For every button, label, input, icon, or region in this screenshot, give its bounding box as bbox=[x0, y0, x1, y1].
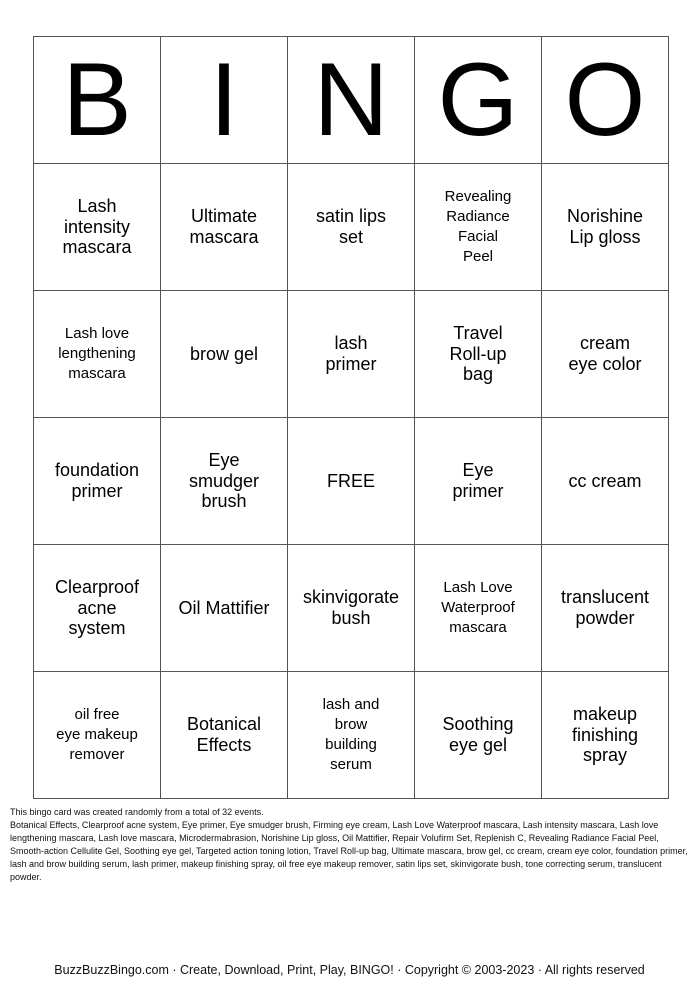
card-description bbox=[10, 806, 692, 884]
bingo-row bbox=[34, 164, 669, 291]
bingo-cell-text: Soothing eye gel bbox=[442, 714, 514, 755]
header-letter-g: G bbox=[415, 37, 542, 164]
bingo-cell bbox=[415, 545, 542, 672]
bingo-cell-text: Clearproof acne system bbox=[54, 576, 140, 639]
site-footer: BuzzBuzzBingo.com · Create, Download, Print, Play, BINGO! · Copyright © 2003-2023 · All rights reserved bbox=[54, 963, 645, 977]
bingo-cell bbox=[288, 545, 415, 672]
bingo-cell-text: Botanical Effects bbox=[186, 714, 262, 755]
bingo-cell-text: Eye primer bbox=[452, 460, 504, 501]
bingo-cell-text: makeup finishing spray bbox=[571, 703, 639, 766]
bingo-cell bbox=[415, 291, 542, 418]
bingo-card bbox=[33, 36, 669, 799]
bingo-cell-text: Eye smudger brush bbox=[188, 449, 260, 512]
bingo-cell-text: cream eye color bbox=[568, 333, 642, 374]
bingo-cell-text: translucent powder bbox=[560, 587, 650, 628]
free-space-text: FREE bbox=[326, 470, 375, 491]
bingo-cell-text: satin lips set bbox=[315, 206, 387, 247]
description-events: Botanical Effects, Clearproof acne system, Eye primer, Eye smudger brush, Firming eye cream, Lash Love Waterproof mascara, Lash intensity mascara, Lash love lengthening mascara, Lash love mascara, Microdermabrasion, Norishine Lip gloss, Oil Mattifier, Repair Volufirm Set, Replenish C, Revealing Radiance Facial Peel, Smooth-action Cellulite Gel, Soothing eye gel, Targeted action toning lotion, Travel Roll-up bag, Ultimate mascara, brow gel, cc cream, cream eye color, foundation primer, lash and brow building serum, lash primer, makeup finishing spray, oil free eye makeup remover, satin lips set, skinvigorate bush, tone correcting serum, translucent powder. bbox=[10, 820, 688, 882]
free-space-cell bbox=[288, 418, 415, 545]
bingo-cell bbox=[288, 164, 415, 291]
bingo-cell-text: Oil Mattifier bbox=[178, 597, 270, 618]
bingo-cell-text: Lash Love Waterproof mascara bbox=[441, 579, 515, 636]
bingo-cell-text: foundation primer bbox=[54, 460, 140, 501]
bingo-cell bbox=[542, 418, 669, 545]
bingo-row bbox=[34, 545, 669, 672]
bingo-cell bbox=[161, 672, 288, 799]
bingo-cell bbox=[161, 545, 288, 672]
bingo-cell-text: Ultimate mascara bbox=[189, 206, 259, 247]
header-letter-b: B bbox=[34, 37, 161, 164]
bingo-cell-text: Revealing Radiance Facial Peel bbox=[444, 188, 512, 265]
bingo-cell bbox=[542, 291, 669, 418]
bingo-cell bbox=[161, 418, 288, 545]
header-letter-n: N bbox=[288, 37, 415, 164]
bingo-cell-text: Norishine Lip gloss bbox=[566, 206, 644, 247]
bingo-cell bbox=[161, 291, 288, 418]
bingo-cell bbox=[415, 164, 542, 291]
bingo-cell bbox=[34, 672, 161, 799]
bingo-cell-text: brow gel bbox=[189, 343, 259, 364]
bingo-row bbox=[34, 291, 669, 418]
bingo-cell bbox=[288, 291, 415, 418]
bingo-row bbox=[34, 418, 669, 545]
bingo-cell bbox=[34, 545, 161, 672]
bingo-cell bbox=[542, 672, 669, 799]
bingo-cell bbox=[288, 672, 415, 799]
bingo-cell-text: oil free eye makeup remover bbox=[56, 706, 138, 763]
bingo-cell-text: lash and brow building serum bbox=[322, 696, 380, 773]
description-intro: This bingo card was created randomly from a total of 32 events. bbox=[10, 807, 264, 817]
bingo-cell bbox=[542, 164, 669, 291]
bingo-cell bbox=[415, 418, 542, 545]
bingo-cell bbox=[415, 672, 542, 799]
bingo-cell bbox=[542, 545, 669, 672]
bingo-cell-text: lash primer bbox=[325, 333, 377, 374]
bingo-cell-text: Lash intensity mascara bbox=[62, 195, 132, 258]
header-letter-o: O bbox=[542, 37, 669, 164]
bingo-cell-text: cc cream bbox=[568, 470, 642, 491]
bingo-cell-text: Lash love lengthening mascara bbox=[58, 325, 136, 382]
bingo-cell-text: skinvigorate bush bbox=[302, 587, 400, 628]
bingo-cell-text: Travel Roll-up bag bbox=[449, 322, 507, 385]
bingo-cell bbox=[161, 164, 288, 291]
header-letter-i: I bbox=[161, 37, 288, 164]
bingo-cell bbox=[34, 291, 161, 418]
bingo-cell bbox=[34, 164, 161, 291]
bingo-cell bbox=[34, 418, 161, 545]
bingo-row bbox=[34, 672, 669, 799]
bingo-header-row bbox=[34, 37, 669, 164]
